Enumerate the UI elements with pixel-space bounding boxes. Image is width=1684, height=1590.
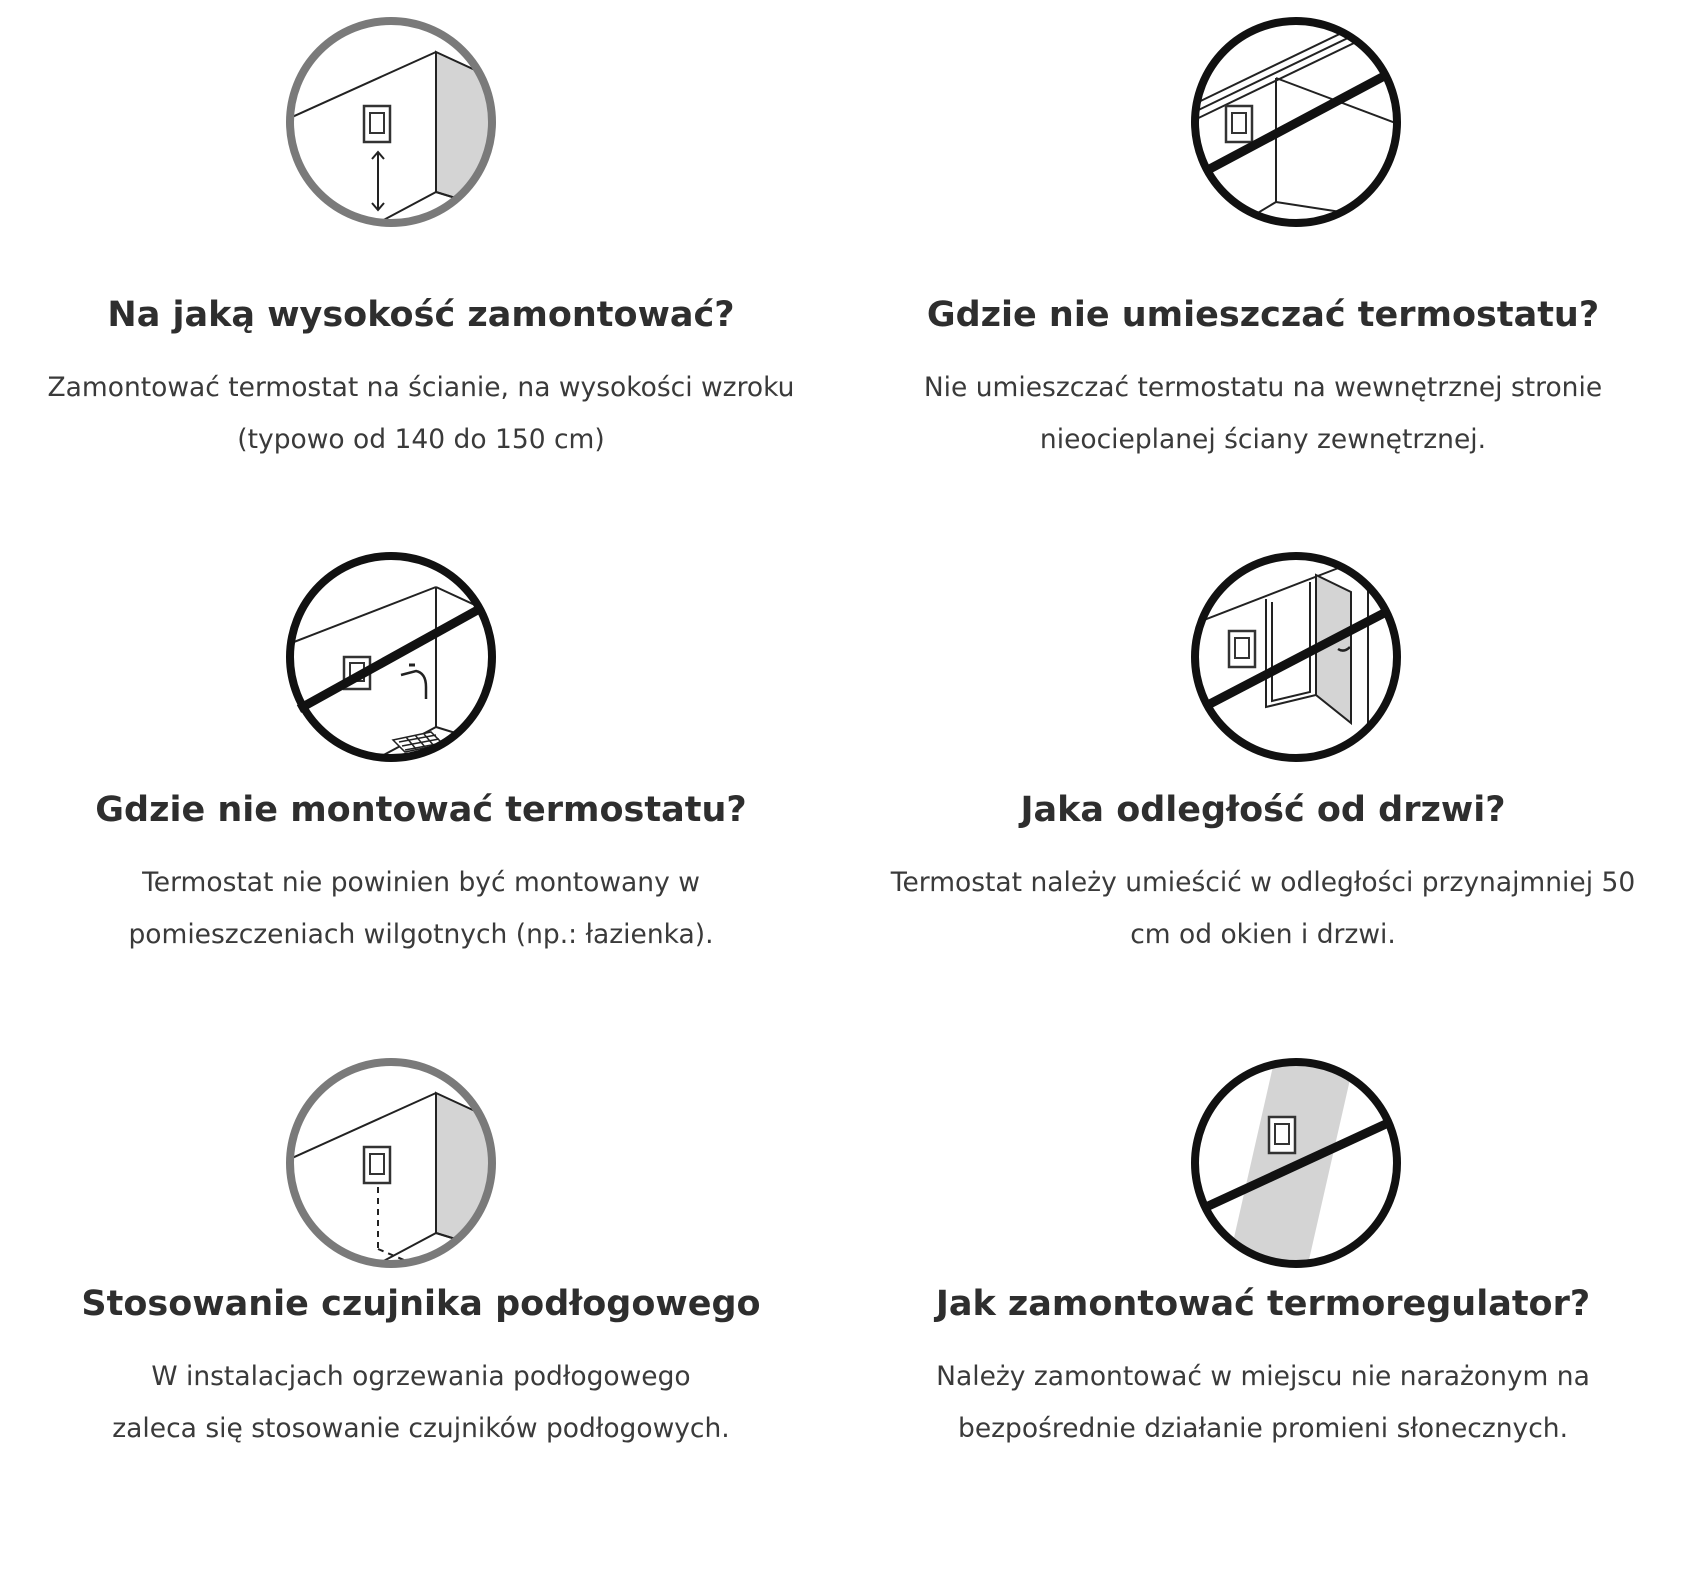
tip-title: Jak zamontować termoregulator? (935, 1284, 1591, 1324)
tip-card-sunlight (842, 1060, 1684, 1590)
tip-description-line: Należy zamontować w miejscu nie narażonym na (936, 1361, 1590, 1392)
tip-description (10, 362, 832, 466)
tip-description-line: (typowo od 140 do 150 cm) (237, 424, 605, 455)
tip-title: Gdzie nie umieszczać termostatu? (926, 295, 1600, 335)
floor-sensor-icon (281, 1053, 501, 1273)
no-direct-sunlight-icon (1186, 1053, 1406, 1273)
tip-description-line: cm od okien i drzwi. (1130, 919, 1396, 950)
tip-description (10, 857, 832, 961)
tip-card-bathroom (0, 530, 842, 1060)
tip-description-line: zaleca się stosowanie czujników podłogowych. (112, 1413, 730, 1444)
tip-description (852, 857, 1674, 961)
tip-description-line: pomieszczeniach wilgotnych (np.: łazienka). (128, 919, 714, 950)
tip-description-line: W instalacjach ogrzewania podłogowego (151, 1361, 691, 1392)
tip-title: Na jaką wysokość zamontować? (107, 295, 735, 335)
no-near-door-icon (1186, 547, 1406, 767)
tip-card-exterior-wall (842, 0, 1684, 530)
tip-description-line: Termostat należy umieścić w odległości przynajmniej 50 (890, 867, 1636, 898)
tip-description (852, 1351, 1674, 1455)
tip-card-floor-sensor (0, 1060, 842, 1590)
tip-description-line: bezpośrednie działanie promieni słonecznych. (958, 1413, 1568, 1444)
tip-title: Gdzie nie montować termostatu? (95, 790, 747, 830)
tip-description-line: Nie umieszczać termostatu na wewnętrznej stronie (923, 372, 1603, 403)
no-bathroom-icon (281, 547, 501, 767)
tip-description-line: Termostat nie powinien być montowany w (142, 867, 700, 898)
tip-description (852, 362, 1674, 466)
tip-description-line: nieocieplanej ściany zewnętrznej. (1039, 424, 1487, 455)
no-exterior-wall-icon (1186, 12, 1406, 232)
thermostat-height-icon (281, 12, 501, 232)
tip-title: Stosowanie czujnika podłogowego (81, 1284, 761, 1324)
tip-title: Jaka odległość od drzwi? (1020, 790, 1506, 830)
tip-description (10, 1351, 832, 1455)
tip-card-door-distance (842, 530, 1684, 1060)
tip-card-height (0, 0, 842, 530)
tip-description-line: Zamontować termostat na ścianie, na wysokości wzroku (47, 372, 795, 403)
